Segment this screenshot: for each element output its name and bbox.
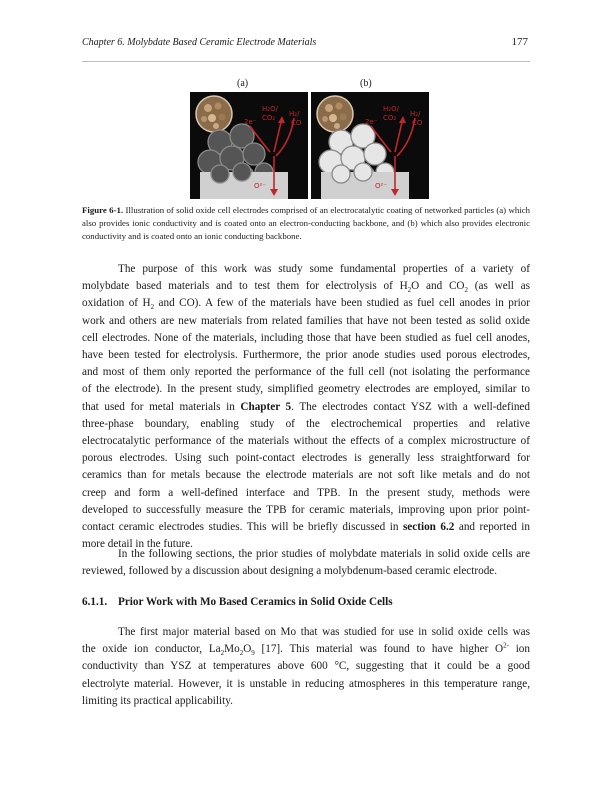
h2-label: H₂/ <box>410 110 421 118</box>
paragraph-2 <box>82 546 530 580</box>
running-header <box>82 37 530 51</box>
text-line: contact ceramic electrodes studies. This will be briefly discussed in section 6.2 and reported in <box>82 521 530 534</box>
text-line: and most of them only reported the performance of the full cell (not isolating the performance <box>82 366 530 379</box>
text-line: In the following sections, the prior studies of molybdate materials in solid oxide cells are <box>118 548 530 560</box>
text-line: molybdate based materials and to test them for electrolysis of $H_2O$ and $CO_2$ (as well as <box>82 280 530 295</box>
text-line: limiting its practical applicability. <box>82 694 233 707</box>
text-line: reviewed, followed by a discussion about designing a molybdenum-based ceramic electrode. <box>82 565 498 578</box>
text-line: have been tested for electrolysis. Furthermore, the prior anode studies used porous electrodes, <box>82 349 530 362</box>
text-line: developed to successfully measure the TPB for ceramic materials, improving upon prior point- <box>82 503 530 516</box>
text-line: creep and form a well-defined interface and TPB. In the present study, methods were <box>82 486 530 499</box>
section-number: 6.1.1. <box>82 596 108 608</box>
figure-panel-b <box>311 92 429 199</box>
figure-caption <box>82 204 530 243</box>
section-6-2-ref: section 6.2 <box>402 521 455 534</box>
figure-panel-a <box>190 92 308 199</box>
h2o-label: H₂O/ <box>383 105 399 113</box>
text-line: oxidation of $H_2$ and CO). A few of the materials have been studied as fuel cell anodes in prior <box>82 297 530 312</box>
electrode-illustration-a <box>190 92 308 199</box>
text-line: The first major material based on Mo that was studied for use in solid oxide cells was <box>118 626 530 638</box>
text-line: porous electrodes. Using such point-contact electrodes is generally less straightforward for <box>82 452 530 465</box>
panel-a-label: (a) <box>237 78 249 89</box>
oxide-ion-label: O²⁻ <box>375 182 388 190</box>
text-line: work and others are new materials from related families that have not been tested as solid oxide <box>82 314 530 327</box>
text-line: The purpose of this work was study some fundamental properties of a variety of <box>118 263 530 275</box>
panel-b-label: (b) <box>360 78 372 89</box>
chapter-title: Chapter 6. Molybdate Based Ceramic Electrode Materials <box>82 37 317 48</box>
caption-label: Figure 6-1. <box>82 205 124 215</box>
co2-label: CO₂ <box>383 114 397 122</box>
text-line: three-phase boundary, enabling study of the electrochemical properties and relative <box>82 417 530 430</box>
header-rule <box>82 61 530 62</box>
co2-label: CO₂ <box>262 114 276 122</box>
chapter-5-ref: Chapter 5 <box>240 400 292 413</box>
text-line: of the electrode). In the present study, simplified geometry electrodes are employed, similar to <box>82 383 530 396</box>
text-line: the oxide ion conductor, $La_2Mo_2O_9$ [17]. This material was found to have higher $O^{2-}$ ion <box>82 641 530 658</box>
paragraph-3 <box>82 624 530 710</box>
page-number: 177 <box>511 36 528 48</box>
electrode-illustration-b <box>311 92 429 199</box>
text-line: electrolyte material. However, it is unstable in reducing atmospheres in this temperature range, <box>82 677 530 690</box>
section-title: Prior Work with Mo Based Ceramics in Solid Oxide Cells <box>118 596 393 608</box>
co-label: CO <box>412 119 423 127</box>
text-line: more detail in the future. <box>82 538 193 551</box>
h2o-label: H₂O/ <box>262 105 278 113</box>
text-line: electrocatalytic performance of the materials without the effects of a complex microstructure of <box>82 435 530 448</box>
co-label: CO <box>291 119 302 127</box>
text-line: cell electrodes. None of the materials, including those that have been studied as fuel cell anodes, <box>82 331 530 344</box>
text-line: conductivity than YSZ at temperatures above 600 °C, suggesting that it could be a good <box>82 660 530 673</box>
text-line: that used for metal materials in Chapter 5. The electrodes contact YSZ with a well-defined <box>82 400 530 413</box>
electron-label: 2e⁻ <box>244 118 257 126</box>
caption-text: Illustration of solid oxide cell electrodes comprised of an electrocatalytic coating of networked particles (a) which also provides ionic conductivity and is coated onto an electron-conducting backbone, and (b) which also provides electronic conductivity and is coated onto an ionic conducting backbone. <box>82 205 531 241</box>
h2-label: H₂/ <box>289 110 300 118</box>
text-line: ceramics than for metals because the electrode materials are not soft like metals and do not <box>82 469 530 482</box>
paragraph-1 <box>82 261 530 553</box>
oxide-ion-label: O²⁻ <box>254 182 267 190</box>
section-heading <box>82 596 393 608</box>
electron-label: 2e⁻ <box>365 118 378 126</box>
